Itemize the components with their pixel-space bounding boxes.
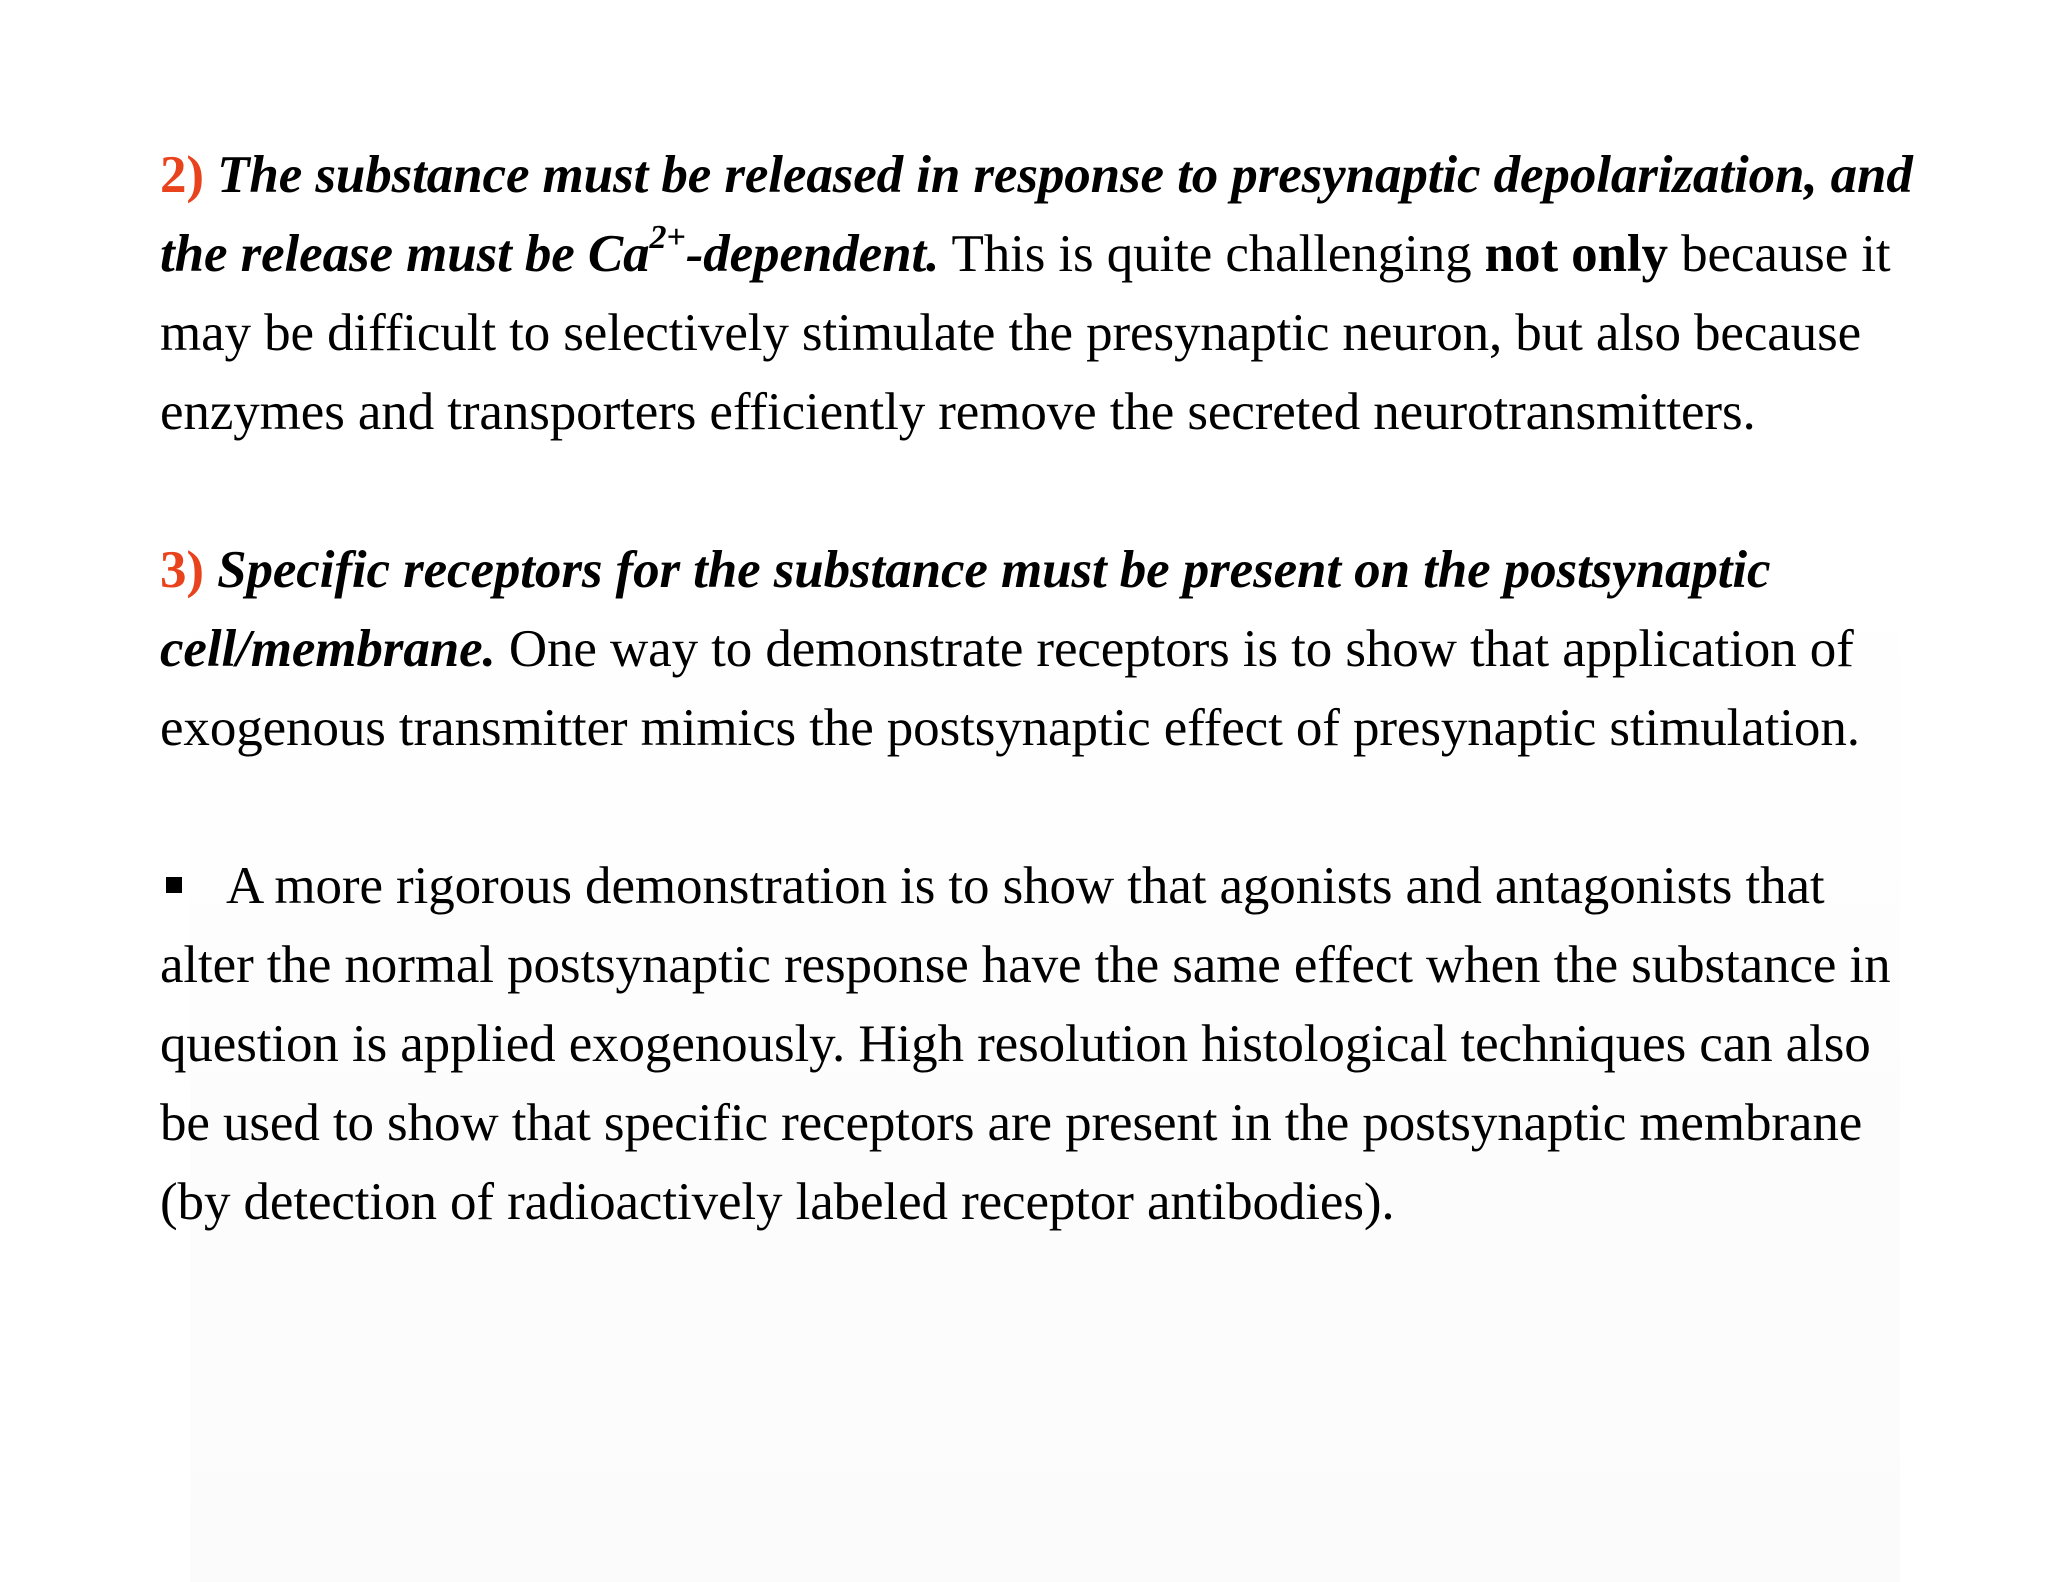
- square-bullet-icon: [166, 877, 182, 893]
- calcium-charge-superscript: 2+: [649, 219, 686, 257]
- criterion-2-heading-lead: The substance must be released in response to presynaptic depolarization, and the release must be Ca: [160, 146, 1913, 283]
- criterion-2-body-rest: because it may be difficult to selectively stimulate the presynaptic neuron, but also because enzymes and transporters efficiently remove the secreted neurotransmitters.: [160, 225, 1891, 441]
- criterion-3-heading: Specific receptors for the substance must be present on the postsynaptic cell/membrane.: [160, 541, 1771, 678]
- criterion-3-body: One way to demonstrate receptors is to show that application of exogenous transmitter mimics the postsynaptic effect of presynaptic stimulation.: [160, 620, 1860, 757]
- criterion-3-paragraph: [160, 531, 1920, 768]
- criterion-3-number: 3): [160, 541, 204, 599]
- document-page: [160, 136, 1920, 1242]
- criterion-2-emphasis: not only: [1484, 225, 1668, 283]
- bullet-text: A more rigorous demonstration is to show that agonists and antagonists that alter the normal postsynaptic response have the same effect when the substance in question is applied exogenously. High resolution histological techniques can also be used to show that specific receptors are present in the postsynaptic membrane (by detection of radioactively labeled receptor antibodies).: [160, 857, 1891, 1231]
- criterion-2-body-lead: This is quite challenging: [951, 225, 1472, 283]
- bullet-paragraph: [160, 847, 1920, 1242]
- criterion-2-number: 2): [160, 146, 204, 204]
- criterion-2-heading-tail: -dependent.: [685, 225, 940, 283]
- criterion-2-paragraph: [160, 136, 1920, 452]
